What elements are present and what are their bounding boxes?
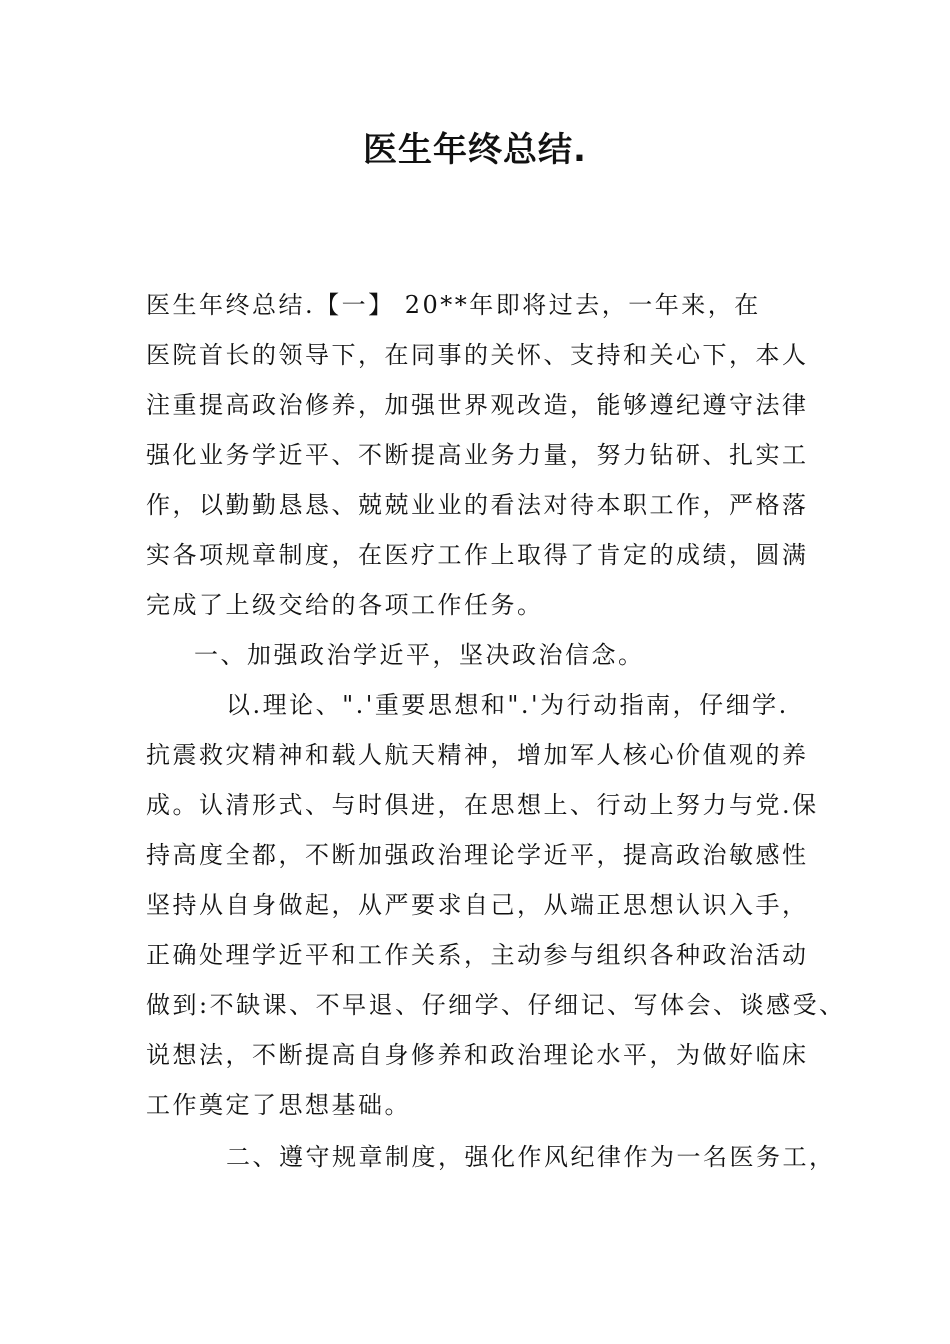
body-line-10: 抗震救灾精神和载人航天精神，增加军人核心价值观的养 <box>146 741 809 769</box>
body-line-15: 做到:不缺课、不早退、仔细学、仔细记、写体会、谈感受、 <box>146 991 846 1019</box>
body-line-4: 强化业务学近平、不断提高业务力量，努力钻研、扎实工 <box>146 441 809 469</box>
body-line-3: 注重提高政治修养，加强世界观改造，能够遵纪遵守法律 <box>146 391 809 419</box>
body-line-7: 完成了上级交给的各项工作任务。 <box>146 591 544 619</box>
document-title: 医生年终总结. <box>363 130 587 170</box>
section-heading-1: 一、加强政治学近平，坚决政治信念。 <box>194 641 645 669</box>
body-line-12: 持高度全都，不断加强政治理论学近平，提高政治敏感性 <box>146 841 809 869</box>
body-line-9: 以.理论、".'重要思想和".'为行动指南，仔细学. <box>226 691 789 719</box>
section-heading-2: 二、遵守规章制度，强化作风纪律作为一名医务工， <box>226 1143 836 1171</box>
body-line-11: 成。认清形式、与时俱进，在思想上、行动上努力与党.保 <box>146 791 819 819</box>
body-line-2: 医院首长的领导下，在同事的关怀、支持和关心下，本人 <box>146 341 809 369</box>
body-line-14: 正确处理学近平和工作关系，主动参与组织各种政治活动 <box>146 941 809 969</box>
body-line-16: 说想法，不断提高自身修养和政治理论水平，为做好临床 <box>146 1041 809 1069</box>
body-line-6: 实各项规章制度，在医疗工作上取得了肯定的成绩，圆满 <box>146 541 809 569</box>
body-line-13: 坚持从自身做起，从严要求自己，从端正思想认识入手， <box>146 891 809 919</box>
body-line-17: 工作奠定了思想基础。 <box>146 1091 411 1119</box>
body-line-5: 作，以勤勤恳恳、兢兢业业的看法对待本职工作，严格落 <box>146 491 809 519</box>
body-line-1: 医生年终总结.【一】 20**年即将过去，一年来，在 <box>146 291 761 319</box>
